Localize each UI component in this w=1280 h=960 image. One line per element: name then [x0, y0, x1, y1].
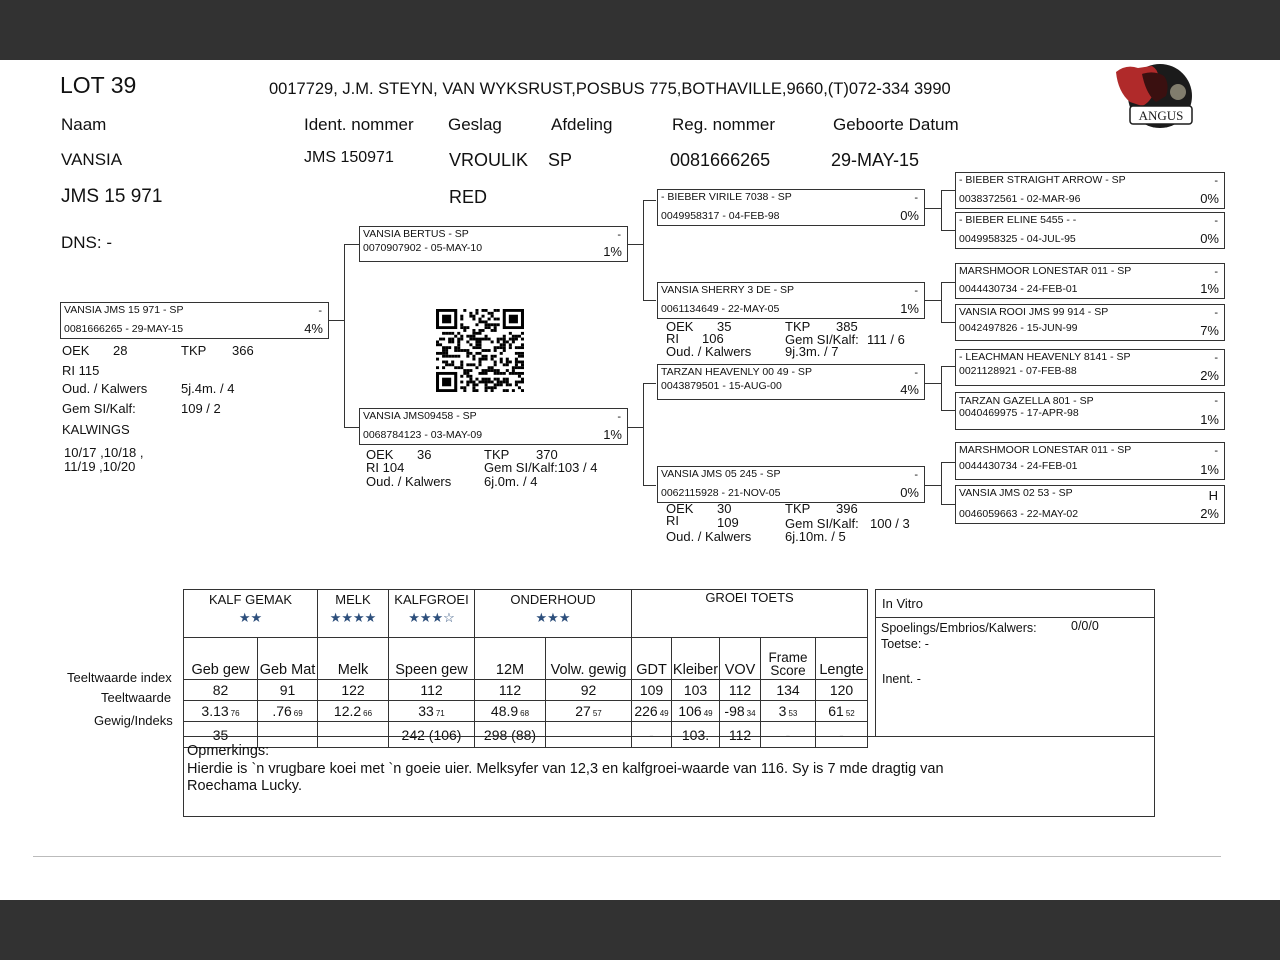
weight-value: 112 — [720, 722, 761, 748]
ebv-value: 27 — [575, 703, 591, 719]
ebv-value: 3 — [778, 703, 787, 719]
col-header: 12M — [475, 638, 546, 680]
ebv-accuracy: 57 — [592, 709, 602, 718]
header-reg: Reg. nommer — [672, 115, 775, 134]
pedigree-gp-3: TARZAN HEAVENLY 00 49 - SP - 0043879501 - 15-AUG-00 4% — [657, 364, 925, 400]
index-value: 112 — [720, 680, 761, 701]
ebv-cell — [672, 701, 720, 722]
pedigree-ggp-8: VANSIA JMS 02 53 - SP H 0046059663 - 22-MAY-02 2% — [955, 485, 1225, 524]
index-value: 91 — [258, 680, 318, 701]
ebv-accuracy: 53 — [788, 709, 798, 718]
ebv-value: 106 — [678, 703, 702, 719]
remarks-panel — [183, 736, 1155, 817]
ebv-accuracy: 34 — [746, 709, 756, 718]
animal-name: VANSIA — [61, 150, 123, 169]
footer-divider — [33, 856, 1221, 857]
weight-value: - — [761, 722, 816, 748]
ebv-cell — [632, 701, 672, 722]
vitro-flush-label: Spoelings/Embrios/Kalwers: — [881, 621, 1037, 635]
ebv-value: 12.2 — [333, 703, 362, 719]
pedigree-ggp-3: MARSHMOOR LONESTAR 011 - SP - 0044430734 - 24-FEB-01 1% — [955, 263, 1225, 299]
row-label-weight: Gewig/Indeks — [94, 713, 173, 728]
pedigree-sire: VANSIA BERTUS - SP - 0070907902 - 05-MAY-10 1% — [359, 226, 628, 262]
pedigree-ggp-7: MARSHMOOR LONESTAR 011 - SP - 0044430734 - 24-FEB-01 1% — [955, 442, 1225, 480]
ebv-value: 3.13 — [201, 703, 229, 719]
ebv-cell — [546, 701, 632, 722]
col-header: Frame Score — [761, 638, 816, 680]
weight-value: 103. — [672, 722, 720, 748]
pedigree-gp-2: VANSIA SHERRY 3 DE - SP - 0061134649 - 22-MAY-05 1% — [657, 282, 925, 319]
pedigree-ggp-2: - BIEBER ELINE 5455 - - - 0049958325 - 04-JUL-95 0% — [955, 212, 1225, 249]
weight-value: - — [816, 722, 868, 748]
header-section: Afdeling — [551, 115, 613, 134]
lot-number: LOT 39 — [60, 72, 137, 98]
ebv-accuracy: 76 — [230, 709, 240, 718]
ebv-cell — [258, 701, 318, 722]
pedigree-gp-4: VANSIA JMS 05 245 - SP - 0062115928 - 21-NOV-05 0% — [657, 466, 925, 503]
ebv-value: 33 — [418, 703, 434, 719]
breeder-info: 0017729, J.M. STEYN, VAN WYKSRUST,POSBUS 775,BOTHAVILLE,9660,(T)072-334 3990 — [269, 80, 951, 98]
remarks-title: Opmerkings: — [187, 743, 270, 759]
ebv-cell — [475, 701, 546, 722]
top-bar — [0, 0, 1280, 60]
ebv-accuracy: 68 — [520, 709, 530, 718]
animal-ident: JMS 150971 — [304, 149, 394, 166]
col-header: VOV — [720, 638, 761, 680]
index-value: 134 — [761, 680, 816, 701]
weight-value: 35 — [184, 722, 258, 748]
index-value: 92 — [546, 680, 632, 701]
animal-sex: VROULIK — [449, 150, 529, 170]
pedigree-ggp-1: - BIEBER STRAIGHT ARROW - SP - 0038372561 - 02-MAR-96 0% — [955, 172, 1225, 209]
animal-reg: 0081666265 — [670, 150, 771, 170]
ebv-accuracy: 69 — [293, 709, 303, 718]
self-name: VANSIA JMS 15 971 - SP — [64, 304, 184, 316]
weight-value: 298 (88) — [475, 722, 546, 748]
col-header: Geb gew — [184, 638, 258, 680]
weight-value: 242 (106) — [389, 722, 475, 748]
ebv-accuracy: 49 — [703, 709, 713, 718]
self-reg: 0081666265 - 29-MAY-15 — [64, 323, 184, 335]
breeding-values-table — [183, 589, 868, 748]
index-value: 112 — [389, 680, 475, 701]
group-groei-toets: GROEI TOETS — [632, 590, 868, 638]
pedigree-self — [60, 302, 329, 339]
pedigree-ggp-6: TARZAN GAZELLA 801 - SP - 0040469975 - 17-APR-98 1% — [955, 392, 1225, 430]
col-header: Volw. gewig — [546, 638, 632, 680]
ebv-value: 61 — [828, 703, 844, 719]
vitro-flush: 0/0/0 — [1071, 619, 1099, 633]
row-label-ebv: Teeltwaarde — [101, 690, 172, 705]
row-label-index: Teeltwaarde index — [67, 670, 172, 685]
ebv-accuracy: 71 — [435, 709, 445, 718]
group-kalf-gemak: KALF GEMAK ★★ — [184, 590, 318, 638]
index-value: 112 — [475, 680, 546, 701]
col-header: Melk — [318, 638, 389, 680]
bottom-bar — [0, 900, 1280, 960]
group-onderhoud: ONDERHOUD ★★★ — [475, 590, 632, 638]
ebv-value: .76 — [272, 703, 292, 719]
header-ident: Ident. nommer — [304, 115, 414, 134]
remarks-line-2: Roechama Lucky. — [187, 778, 302, 794]
index-value: 103 — [672, 680, 720, 701]
ebv-cell — [761, 701, 816, 722]
index-value: 82 — [184, 680, 258, 701]
dns: DNS: - — [61, 233, 112, 252]
in-vitro-panel — [875, 589, 1155, 737]
remarks-line-1: Hierdie is `n vrugbare koei met `n goeie uier. Melksyfer van 12,3 en kalfgroei-waarde van 116. Sy is 7 mde dragtig van — [187, 761, 944, 777]
header-dob: Geboorte Datum — [833, 115, 959, 134]
index-value: 122 — [318, 680, 389, 701]
header-name: Naam — [61, 115, 107, 134]
pedigree-ggp-4: VANSIA ROOI JMS 99 914 - SP - 0042497826 - 15-JUN-99 7% — [955, 304, 1225, 341]
animal-section: SP — [548, 150, 573, 170]
group-melk: MELK ★★★★ — [318, 590, 389, 638]
col-header: Speen gew — [389, 638, 475, 680]
index-value: 120 — [816, 680, 868, 701]
herd-name: JMS 15 971 — [61, 186, 163, 207]
group-kalfgroei: KALFGROEI ★★★☆ — [389, 590, 475, 638]
ebv-accuracy: 49 — [659, 709, 669, 718]
ebv-cell — [184, 701, 258, 722]
ebv-value: 48.9 — [490, 703, 519, 719]
pedigree-gp-1: - BIEBER VIRILE 7038 - SP - 0049958317 - 04-FEB-98 0% — [657, 189, 925, 226]
vitro-toetse: Toetse: - — [881, 637, 929, 651]
index-value: 109 — [632, 680, 672, 701]
ebv-cell — [816, 701, 868, 722]
pedigree-dam: VANSIA JMS09458 - SP - 0068784123 - 03-MAY-09 1% — [359, 408, 628, 445]
ebv-cell — [389, 701, 475, 722]
ebv-cell — [720, 701, 761, 722]
vitro-title: In Vitro — [882, 596, 923, 611]
ebv-accuracy: 52 — [845, 709, 855, 718]
weight-value: - — [632, 722, 672, 748]
col-header: Kleiber — [672, 638, 720, 680]
ebv-accuracy: 66 — [363, 709, 373, 718]
angus-logo — [1112, 62, 1196, 134]
animal-colour: RED — [449, 187, 488, 207]
animal-dob: 29-MAY-15 — [831, 150, 920, 170]
self-pct: 4% — [304, 321, 323, 336]
ebv-value: -98 — [724, 703, 745, 719]
logo-text: ANGUS — [1138, 108, 1184, 123]
col-header: Lengte — [816, 638, 868, 680]
ebv-cell — [318, 701, 389, 722]
col-header: Geb Mat — [258, 638, 318, 680]
col-header: GDT — [632, 638, 672, 680]
self-mark: - — [318, 305, 322, 317]
vitro-inent: Inent. - — [882, 672, 921, 686]
pedigree-ggp-5: - LEACHMAN HEAVENLY 8141 - SP - 0021128921 - 07-FEB-88 2% — [955, 349, 1225, 386]
qr-code[interactable] — [436, 309, 524, 392]
ebv-value: 226 — [634, 703, 658, 719]
header-sex: Geslag — [448, 115, 502, 134]
